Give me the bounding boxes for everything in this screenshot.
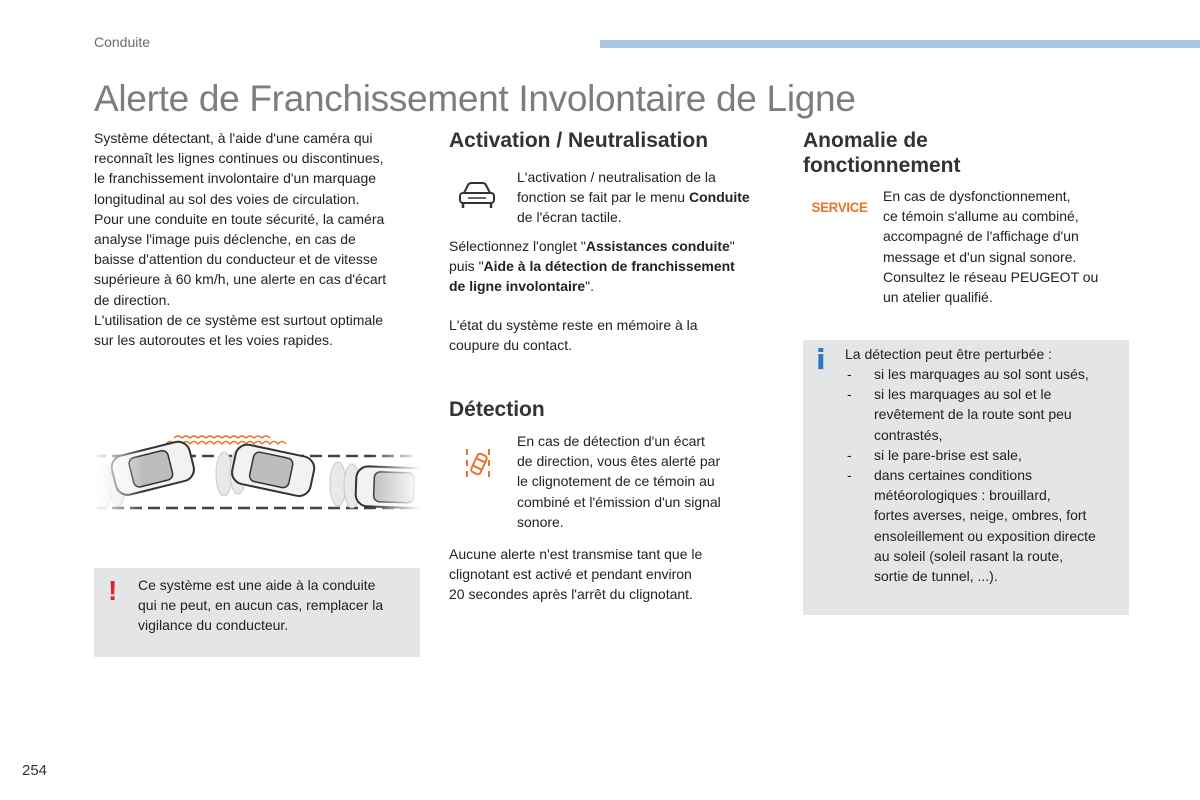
info-line: revêtement de la route sont peu xyxy=(874,406,1072,423)
intro-line: Système détectant, à l'aide d'une caméra qui xyxy=(94,130,373,146)
warning-line: vigilance du conducteur. xyxy=(138,617,289,634)
detection-line: combiné et l'émission d'un signal xyxy=(517,493,721,510)
info-line: au soleil (soleil rasant la route, xyxy=(874,547,1064,564)
intro-line: L'utilisation de ce système est surtout optimale xyxy=(94,311,384,328)
anomalie-text xyxy=(883,186,1133,307)
intro-line: de direction. xyxy=(94,291,171,308)
intro-line: analyse l'image puis déclenche, en cas de xyxy=(94,231,356,248)
intro-line: sur les autoroutes et les voies rapides. xyxy=(94,332,333,349)
info-intro: La détection peut être perturbée : xyxy=(845,346,1053,362)
info-icon: i xyxy=(816,343,826,376)
section-label: Conduite xyxy=(94,34,151,50)
activation-select-text xyxy=(449,236,779,297)
select-suffix: " xyxy=(729,238,735,254)
intro-line: reconnaît les lignes continues ou discontinues, xyxy=(94,150,384,167)
anomalie-heading xyxy=(803,128,1133,178)
detection-text xyxy=(517,431,757,532)
service-warning-icon: SERVICE xyxy=(811,199,868,215)
anomalie-heading-line: Anomalie de xyxy=(803,129,928,152)
anomalie-line: En cas de dysfonctionnement, xyxy=(883,188,1071,204)
detection-line: sonore. xyxy=(517,513,564,530)
warning-text xyxy=(138,575,416,636)
activation-line xyxy=(517,187,779,207)
anomalie-line: ce témoin s'allume au combiné, xyxy=(883,208,1079,225)
header-accent-bar xyxy=(600,40,1200,48)
detection-alert-text xyxy=(449,544,779,605)
alert-line: clignotant est activé et pendant environ xyxy=(449,566,692,583)
info-list-item xyxy=(845,445,1125,465)
info-line: sortie de tunnel, ...). xyxy=(874,568,998,585)
select-line xyxy=(449,236,779,256)
anomalie-line: message et d'un signal sonore. xyxy=(883,248,1077,265)
intro-line: le franchissement involontaire d'un marquage xyxy=(94,170,377,187)
info-line: - si les marquages au sol et le xyxy=(874,386,1052,403)
info-line: - si les marquages au sol sont usés, xyxy=(874,366,1089,382)
activation-menu-prefix: fonction se fait par le menu xyxy=(517,189,689,206)
intro-line: baisse d'attention du conducteur et de vitesse xyxy=(94,251,378,268)
info-list xyxy=(845,364,1125,586)
info-line: - si le pare-brise est sale, xyxy=(874,446,1022,463)
anomalie-heading-line: fonctionnement xyxy=(803,154,961,177)
warning-icon: ! xyxy=(108,575,118,606)
info-line: - dans certaines conditions xyxy=(874,467,1032,484)
menu-conduite-label: Conduite xyxy=(689,189,750,206)
alert-line: Aucune alerte n'est transmise tant que le xyxy=(449,546,703,562)
anomalie-line: accompagné de l'affichage d'un xyxy=(883,228,1079,245)
detection-line: En cas de détection d'un écart xyxy=(517,433,705,449)
activation-line: de l'écran tactile. xyxy=(517,209,622,226)
select-line xyxy=(449,256,779,276)
lane-departure-icon xyxy=(463,447,493,481)
puis-prefix: puis " xyxy=(449,258,484,275)
page-title: Alerte de Franchissement Involontaire de Ligne xyxy=(94,78,856,119)
select-line xyxy=(449,276,779,296)
detection-line: de direction, vous êtes alerté par xyxy=(517,453,721,470)
select-prefix: Sélectionnez l'onglet " xyxy=(449,238,586,254)
info-line: météorologiques : brouillard, xyxy=(874,487,1051,504)
anomalie-line: un atelier qualifié. xyxy=(883,289,993,306)
info-list-item xyxy=(845,384,1125,445)
activation-memory-text xyxy=(449,315,779,355)
function-label-cont: de ligne involontaire xyxy=(449,278,586,295)
intro-line: longitudinal au sol des voies de circulation. xyxy=(94,190,360,207)
detection-heading: Détection xyxy=(449,398,545,421)
info-list-item xyxy=(845,364,1125,384)
activation-menu-text xyxy=(517,167,779,228)
puis-suffix: ". xyxy=(585,278,594,295)
function-label: Aide à la détection de franchissement xyxy=(483,258,735,275)
intro-line: Pour une conduite en toute sécurité, la caméra xyxy=(94,210,385,227)
assistances-tab-label: Assistances conduite xyxy=(585,238,730,254)
warning-line: qui ne peut, en aucun cas, remplacer la xyxy=(138,597,384,614)
intro-line: supérieure à 60 km/h, une alerte en cas d'écart xyxy=(94,271,387,288)
warning-line: Ce système est une aide à la conduite xyxy=(138,577,376,593)
page-number: 254 xyxy=(22,762,48,779)
car-menu-icon xyxy=(458,180,496,210)
lane-departure-illustration xyxy=(94,428,420,514)
memory-line: coupure du contact. xyxy=(449,337,572,354)
detection-line: le clignotement de ce témoin au xyxy=(517,473,715,490)
info-list-item xyxy=(845,465,1125,586)
anomalie-line: Consultez le réseau PEUGEOT ou xyxy=(883,268,1099,285)
intro-text xyxy=(94,128,424,350)
memory-line: L'état du système reste en mémoire à la xyxy=(449,317,698,333)
alert-line: 20 secondes après l'arrêt du clignotant. xyxy=(449,586,693,603)
activation-heading: Activation / Neutralisation xyxy=(449,129,709,152)
activation-line: L'activation / neutralisation de la xyxy=(517,169,716,185)
info-line: contrastés, xyxy=(874,426,943,443)
info-line: ensoleillement ou exposition directe xyxy=(874,527,1096,544)
info-line: fortes averses, neige, ombres, fort xyxy=(874,507,1087,524)
